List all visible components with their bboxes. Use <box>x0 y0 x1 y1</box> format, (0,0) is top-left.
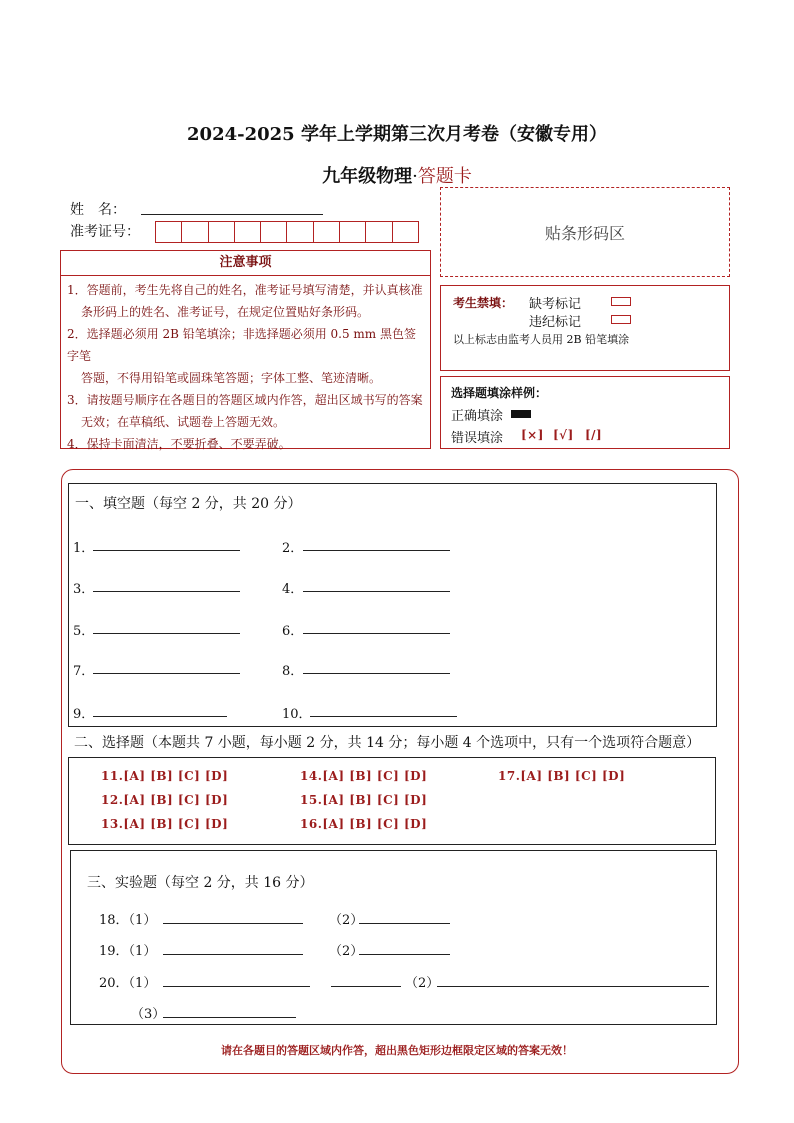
answer-line[interactable] <box>303 534 450 551</box>
question-number: 10． <box>282 707 312 722</box>
choice-row[interactable]: 13.[A] [B] [C] [D] <box>101 817 229 831</box>
notice-item <box>61 433 430 455</box>
answer-line[interactable] <box>163 970 310 987</box>
answer-line[interactable] <box>303 575 450 592</box>
question-number: 18．（1） <box>99 913 157 928</box>
question-number: 2． <box>282 541 304 556</box>
subtitle-separator: · <box>412 166 418 187</box>
answer-line[interactable] <box>93 534 240 551</box>
choice-row[interactable]: 16.[A] [B] [C] [D] <box>300 817 428 831</box>
question-number: 5． <box>73 624 95 639</box>
id-cell[interactable] <box>261 222 287 242</box>
answer-line[interactable] <box>359 938 450 955</box>
answer-line[interactable] <box>437 970 709 987</box>
barcode-label: 贴条形码区 <box>544 223 625 243</box>
question-number: 6． <box>282 624 304 639</box>
id-cell[interactable] <box>366 222 392 242</box>
answer-line[interactable] <box>163 938 303 955</box>
name-field[interactable] <box>141 198 323 215</box>
name-label: 姓 名： <box>70 202 126 218</box>
examiner-only-box <box>440 285 730 371</box>
notice-line: 4．保持卡面清洁，不要折叠、不要弄破。 <box>67 437 291 451</box>
notice-line: 答题，不得用铅笔或圆珠笔答题；字体工整、笔迹清晰。 <box>81 371 382 385</box>
answer-line[interactable] <box>303 617 450 634</box>
question-number: 3． <box>73 582 95 597</box>
id-label: 准考证号： <box>70 224 140 240</box>
section-title: 二、选择题（本题共 7 小题，每小题 2 分，共 14 分；每小题 4 个选项中，只有一个选项符合题意） <box>74 735 701 751</box>
notice-line: 无效；在草稿纸、试题卷上答题无效。 <box>81 415 286 429</box>
notice-line: 1．答题前，考生先将自己的姓名，准考证号填写清楚，并认真核准 <box>67 283 423 297</box>
id-cell[interactable] <box>156 222 182 242</box>
answer-line[interactable] <box>163 1001 296 1018</box>
id-cell[interactable] <box>209 222 235 242</box>
id-cell[interactable] <box>287 222 313 242</box>
wrong-mark: [×] <box>521 428 544 442</box>
choice-row[interactable]: 15.[A] [B] [C] [D] <box>300 793 428 807</box>
id-cell[interactable] <box>182 222 208 242</box>
examiner-only-label: 考生禁填： <box>453 296 514 310</box>
notice-box <box>60 250 431 449</box>
id-cell[interactable] <box>235 222 261 242</box>
choice-row[interactable]: 14.[A] [B] [C] [D] <box>300 769 428 783</box>
absent-mark-label: 缺考标记 <box>529 297 582 312</box>
choice-row[interactable]: 11.[A] [B] [C] [D] <box>101 769 229 783</box>
question-number: 1． <box>73 541 95 556</box>
answer-line[interactable] <box>93 575 240 592</box>
answer-line[interactable] <box>93 700 227 717</box>
question-number: 8． <box>282 664 304 679</box>
answer-line[interactable] <box>163 907 303 924</box>
fill-sample-box <box>440 376 730 449</box>
question-number: 7． <box>73 664 95 679</box>
question-number: 9． <box>73 707 95 722</box>
question-number: 20．（1） <box>99 976 157 991</box>
notice-line: 2．选择题必须用 2B 铅笔填涂；非选择题必须用 0.5 mm 黑色签字笔 <box>67 327 417 363</box>
wrong-mark: [√] <box>553 428 574 442</box>
choice-row[interactable]: 17.[A] [B] [C] [D] <box>498 769 626 783</box>
subtitle-tail: 答题卡 <box>417 166 472 187</box>
page-subtitle <box>0 162 794 188</box>
notice-line: 条形码上的姓名、准考证号，在规定位置贴好条形码。 <box>81 305 370 319</box>
examiner-note: 以上标志由监考人员用 2B 铅笔填涂 <box>453 333 630 346</box>
id-cell[interactable] <box>393 222 418 242</box>
section-fill-blank <box>68 483 717 727</box>
answer-line[interactable] <box>93 617 240 634</box>
subtitle-subject: 九年级物理 <box>322 166 413 187</box>
answer-line[interactable] <box>303 657 450 674</box>
question-number: （2） <box>405 976 440 991</box>
notice-line: 3．请按题号顺序在各题目的答题区域内作答，超出区域书写的答案 <box>67 393 423 407</box>
section-title: 一、填空题（每空 2 分，共 20 分） <box>75 496 302 512</box>
section-experiment <box>70 850 717 1025</box>
answer-line[interactable] <box>359 907 450 924</box>
id-cell[interactable] <box>340 222 366 242</box>
wrong-fill-label: 错误填涂 <box>451 431 504 446</box>
violation-mark-label: 违纪标记 <box>529 315 582 330</box>
question-number: 4． <box>282 582 304 597</box>
notice-title: 注意事项 <box>61 251 430 276</box>
violation-mark-box[interactable] <box>611 315 631 324</box>
section-title: 三、实验题（每空 2 分，共 16 分） <box>87 875 314 891</box>
fill-sample-title: 选择题填涂样例： <box>451 386 548 400</box>
answer-line[interactable] <box>331 970 401 987</box>
choice-row[interactable]: 12.[A] [B] [C] [D] <box>101 793 229 807</box>
question-number: （2） <box>329 944 364 959</box>
question-number: （2） <box>329 913 364 928</box>
notice-item <box>61 279 430 323</box>
notice-item <box>61 389 430 433</box>
correct-fill-label: 正确填涂 <box>451 409 504 424</box>
absent-mark-box[interactable] <box>611 297 631 306</box>
notice-item <box>61 323 430 389</box>
question-number: 19．（1） <box>99 944 157 959</box>
section-multiple-choice <box>68 757 716 845</box>
question-number: （3） <box>131 1007 166 1022</box>
correct-fill-mark <box>511 410 531 418</box>
wrong-mark: [/] <box>585 428 603 442</box>
barcode-area <box>440 187 730 277</box>
answer-line[interactable] <box>93 657 240 674</box>
id-number-grid[interactable] <box>155 221 419 243</box>
answer-line[interactable] <box>310 700 457 717</box>
id-cell[interactable] <box>314 222 340 242</box>
page-title: 2024-2025 学年上学期第三次月考卷（安徽专用） <box>187 124 607 145</box>
footer-warning: 请在各题目的答题区域内作答，超出黑色矩形边框限定区域的答案无效！ <box>221 1044 573 1057</box>
